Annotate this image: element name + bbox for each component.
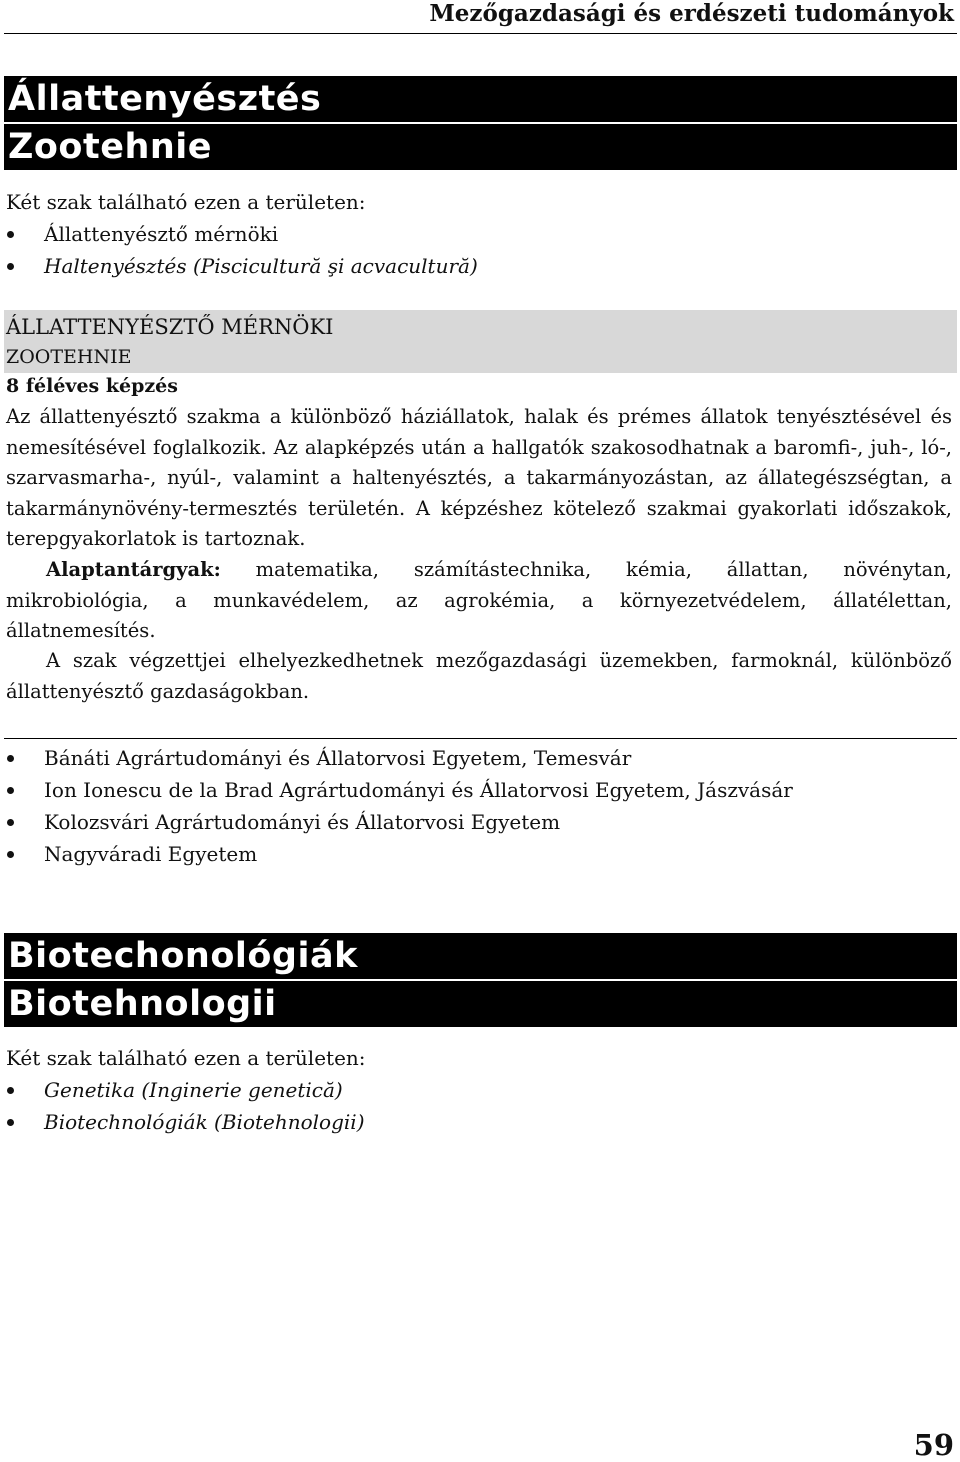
subjects-label: Alaptantárgyak: <box>46 558 221 581</box>
section-title-ro: Biotehnologii <box>4 981 957 1027</box>
specialization-list <box>0 1074 365 1138</box>
list-item: Nagyváradi Egyetem <box>0 838 793 870</box>
bullet-icon <box>7 263 14 270</box>
list-item: Állattenyésztő mérnöki <box>0 218 478 250</box>
subjects-text: matematika, számítástechnika, kémia, állattan, növénytan, mikrobiológia, a munkavédelem, az agrokémia, a környezetvédelem, állatélettan, állatnemesítés. <box>6 558 952 643</box>
list-item: Genetika (Inginerie genetică) <box>0 1074 365 1106</box>
program-subtitle: ZOOTEHNIE <box>6 346 132 368</box>
program-subjects <box>6 555 952 647</box>
list-item: Biotechnológiák (Biotehnologii) <box>0 1106 365 1138</box>
section-title: Biotechonológiák <box>4 933 957 979</box>
program-title: ÁLLATTENYÉSZTŐ MÉRNÖKI <box>6 315 334 339</box>
page-number: 59 <box>913 1428 954 1462</box>
list-item: Kolozsvári Agrártudományi és Állatorvosi Egyetem <box>0 806 793 838</box>
bullet-icon <box>7 1087 14 1094</box>
header-rule <box>4 33 957 34</box>
section-title: Állattenyésztés <box>4 76 957 122</box>
list-item: Haltenyésztés (Piscicultură şi acvacultură) <box>0 250 478 282</box>
running-head: Mezőgazdasági és erdészeti tudományok <box>429 0 954 27</box>
bullet-icon <box>7 231 14 238</box>
program-career: A szak végzettjei elhelyezkedhetnek mezőgazdasági üzemekben, farmoknál, különböző állattenyésztő gazdaságokban. <box>6 649 952 703</box>
bullet-icon <box>7 1119 14 1126</box>
bullet-icon <box>7 819 14 826</box>
list-item: Ion Ionescu de la Brad Agrártudományi és Állatorvosi Egyetem, Jászvásár <box>0 774 793 806</box>
bullet-icon <box>7 787 14 794</box>
bullet-icon <box>7 755 14 762</box>
program-duration: 8 féléves képzés <box>6 375 178 397</box>
section-title-ro: Zootehnie <box>4 124 957 170</box>
section-intro: Két szak található ezen a területen: <box>6 190 366 214</box>
list-item: Bánáti Agrártudományi és Állatorvosi Egyetem, Temesvár <box>0 742 793 774</box>
program-description: Az állattenyésztő szakma a különböző háziállatok, halak és prémes állatok tenyésztésével és nemesítésével foglalkozik. Az alapképzés után a hallgatók szakosodhatnak a baromfi-, juh-, ló-, szarvasmarha-, nyúl-, valamint a haltenyésztés, a takarmányozástan, az állategészségtan, a takarmánynövény-termesztés területén. A képzéshez kötelező szakmai gyakorlati időszakok, terepgyakorlatok is tartoznak. <box>6 405 952 551</box>
university-list <box>0 742 793 870</box>
section-intro: Két szak található ezen a területen: <box>6 1046 366 1070</box>
bullet-icon <box>7 851 14 858</box>
specialization-list <box>0 218 478 282</box>
universities-rule <box>4 738 957 739</box>
